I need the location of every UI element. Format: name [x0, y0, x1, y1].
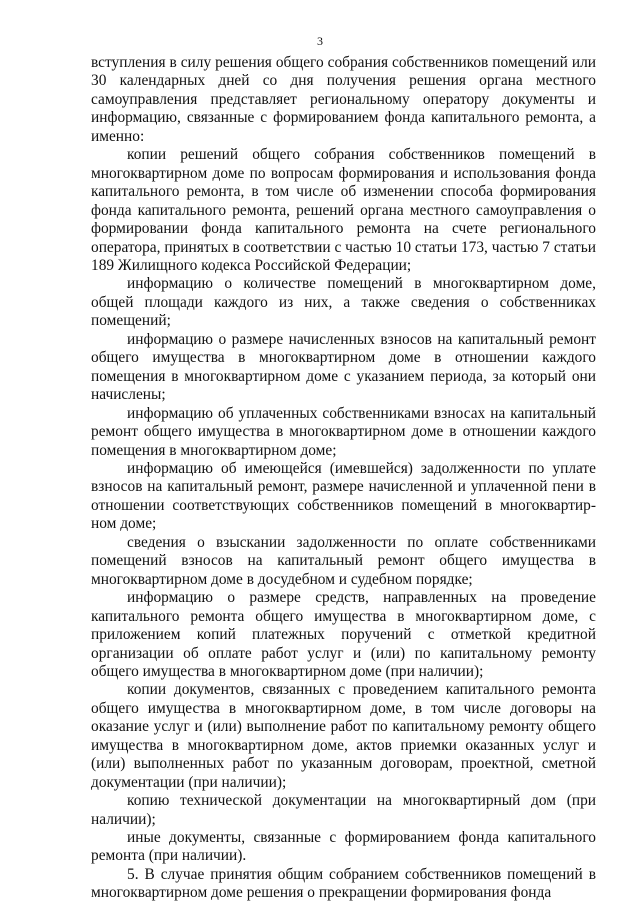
paragraph-continuation: вступления в силу решения общего собрания собственников помещений или 30 календарных дней со дня получения решения органа местного самоуправления представляет региональному оператору документы и информацию, связанные с формированием фонда капитального ремонта, а именно:: [91, 54, 596, 145]
paragraph-technical-docs: копию технической документации на многоквартирный дом (при наличии);: [91, 792, 596, 828]
paragraph-funds-spent: информацию о размере средств, направленных на проведение капитального ремонта общего имущества в многоквартирном доме, с приложением копий платежных поручений с отметкой кредитной организации об оплате работ услуг и (или) по капитальному ремонту общего имущества в многоквартирном доме (при наличии);: [91, 589, 596, 680]
paragraph-item-5: 5. В случае принятия общим собранием собственников помещений в многоквартирном доме решения о прекращении формирования фонда: [91, 865, 596, 902]
paragraph-decision-copies: копии решений общего собрания собственников помещений в многоквартирном доме по вопросам формирования и использования фонда капитального ремонта, в том числе об изменении способа формирования фонда капитального ремонта, решений органа местного самоуправления о формировании фонда капитального ремонта на счете регионального оператора, принятых в соответствии с частью 10 статьи 173, частью 7 статьи 189 Жилищного кодекса Российской Федерации;: [91, 146, 596, 274]
paragraph-debt-recovery: сведения о взыскании задолженности по оплате собственниками помещений взносов на капитальный ремонт общего имущества в многоквартирном доме в досудебном и судебном порядке;: [91, 533, 596, 588]
paragraph-charged-contributions: информацию о размере начисленных взносов на капитальный ремонт общего имущества в многоквартирном доме в отношении каждого помещения в многоквартирном доме с указанием периода, за который они начислены;: [91, 330, 596, 404]
paragraph-debt-info: информацию об имеющейся (имевшейся) задолженности по уплате взносов на капитальный ремонт, размере начисленной и уплаченной пени в отношении соответствующих собственников помещений в многоквартирном доме;: [91, 459, 596, 533]
paragraph-premises-info: информацию о количестве помещений в многоквартирном доме, общей площади каждого из них, а также сведения о собственниках помещений;: [91, 275, 596, 330]
paragraph-paid-contributions: информацию об уплаченных собственниками взносах на капитальный ремонт общего имущества в многоквартирном доме в отношении каждого помещения в многоквартирном доме;: [91, 404, 596, 459]
document-body: [91, 54, 596, 903]
page-number: 3: [317, 34, 323, 48]
paragraph-repair-documents: копии документов, связанных с проведением капитального ремонта общего имущества в многоквартирном доме, в том числе договоры на оказание услуг и (или) выполнение работ по капитальному ремонту общего имущества в многоквартирном доме, актов приемки оказанных услуг и (или) выполненных работ по указанным договорам, проектной, сметной документации (при наличии);: [91, 681, 596, 791]
paragraph-other-docs: иные документы, связанные с формированием фонда капитального ремонта (при наличии).: [91, 829, 596, 865]
